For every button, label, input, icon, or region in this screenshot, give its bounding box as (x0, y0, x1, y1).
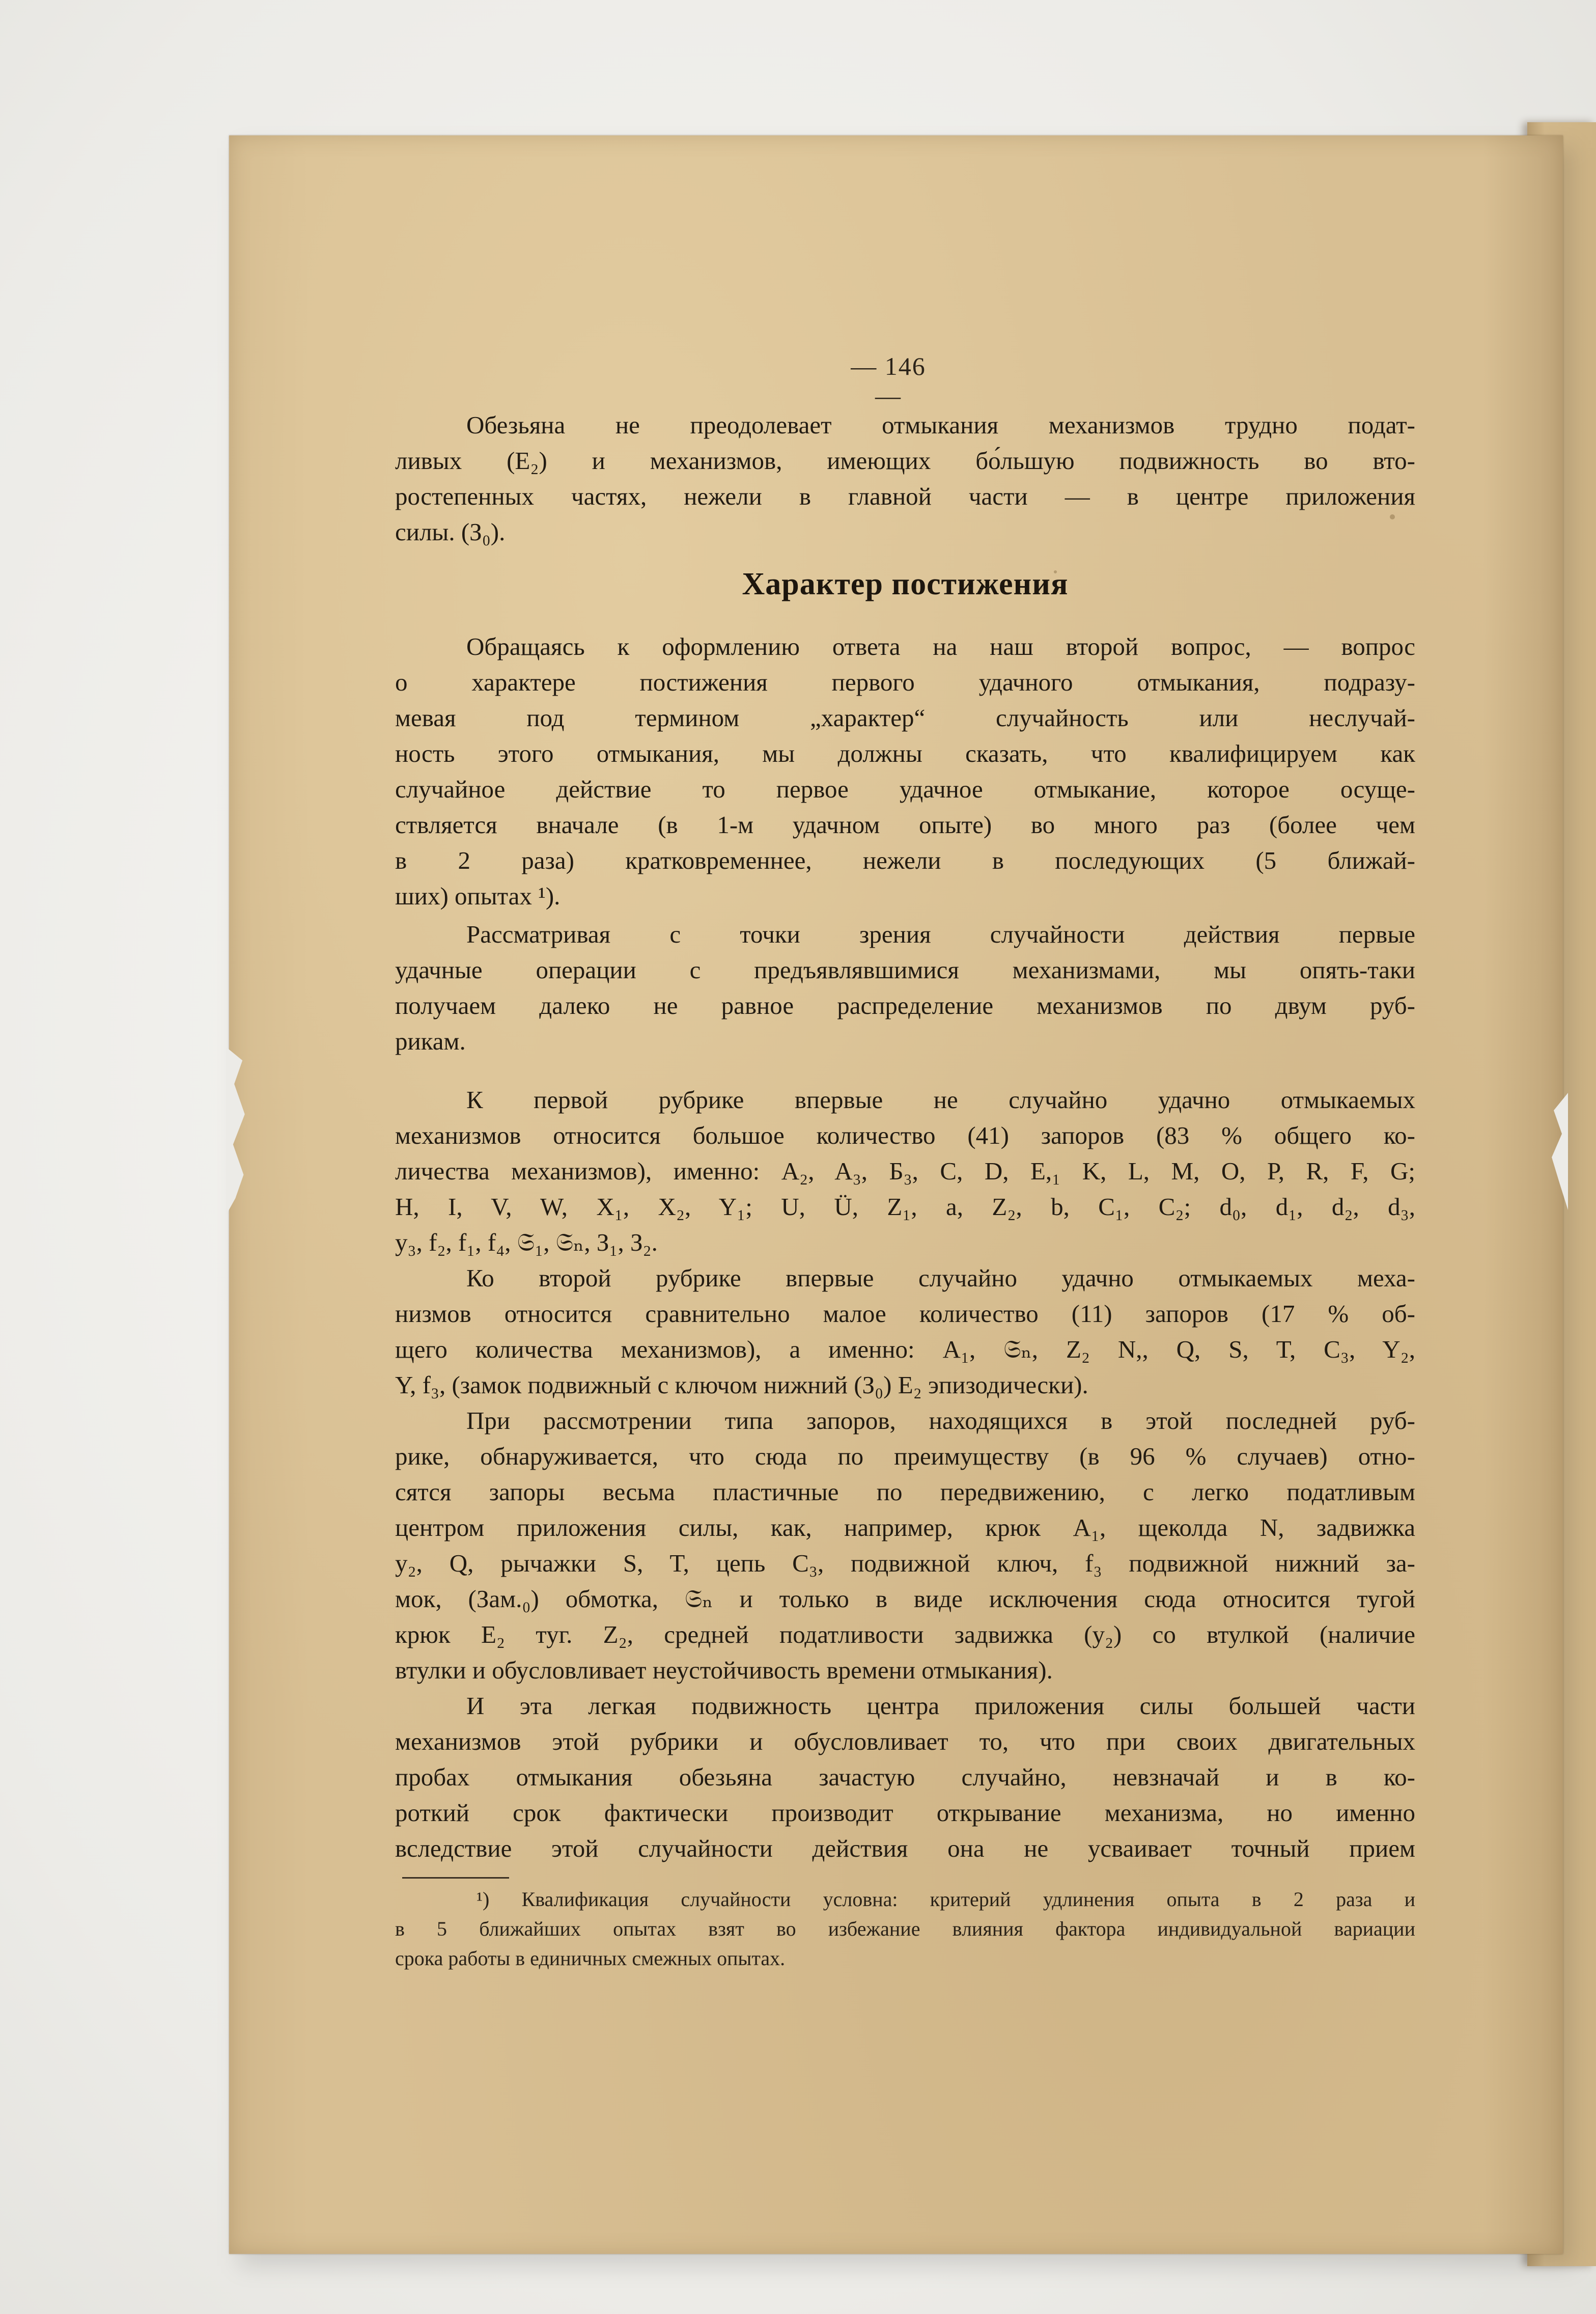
body-line: личества механизмов), именно: A₂, A₃, Б₃, C, D, E,₁ K, L, M, O, P, R, F, G; (395, 1157, 1415, 1185)
body-line: рике, обнаруживается, что сюда по преимуществу (в 96 % случаев) отно- (395, 1442, 1415, 1470)
body-line: H, I, V, W, X₁, X₂, Y₁; U, Ü, Z₁, a, Z₂, b, C₁, C₂; d₀, d₁, d₂, d₃, (395, 1193, 1415, 1221)
body-line: удачные операции с предъявлявшимися механизмами, мы опять-таки (395, 956, 1415, 984)
footnote-line: срока работы в единичных смежных опытах. (395, 1947, 786, 1970)
body-line: ростепенных частях, нежели в главной части — в центре приложения (395, 482, 1415, 510)
body-line: ность этого отмыкания, мы должны сказать, что квалифицируем как (395, 739, 1415, 767)
body-line: мевая под термином „характер“ случайность или неслучай- (395, 704, 1415, 732)
footnote-line: в 5 ближайших опытах взят во избежание влияния фактора индивидуальной вариации (395, 1917, 1415, 1940)
body-line: центром приложения силы, как, например, крюк A₁, щеколда N, задвижка (395, 1513, 1415, 1541)
body-line: щего количества механизмов), а именно: A₁, 𝔖ₙ, Z₂ N,, Q, S, T, C₃, Y₂, (395, 1335, 1415, 1363)
body-line: Ко второй рубрике впервые случайно удачно отмыкаемых меха- (466, 1264, 1415, 1292)
body-line: роткий срок фактически производит открывание механизма, но именно (395, 1799, 1415, 1827)
body-line: пробах отмыкания обезьяна зачастую случайно, невзначай и в ко- (395, 1763, 1415, 1791)
body-line: Y, f₃, (замок подвижный с ключом нижний (З₀) E₂ эпизодически). (395, 1371, 1088, 1399)
body-line: ших) опытах ¹). (395, 882, 561, 910)
body-line: И эта легкая подвижность центра приложения силы большей части (466, 1692, 1415, 1720)
body-line: получаем далеко не равное распределение механизмов по двум руб- (395, 991, 1415, 1020)
body-line: механизмов этой рубрики и обусловливает то, что при своих двигательных (395, 1727, 1415, 1755)
body-line: ствляется вначале (в 1-м удачном опыте) во много раз (более чем (395, 811, 1415, 839)
footnote-line: ¹) Квалификация случайности условна: критерий удлинения опыта в 2 раза и (477, 1888, 1415, 1911)
body-line: силы. (З₀). (395, 518, 506, 546)
body-line: о характере постижения первого удачного отмыкания, подразу- (395, 668, 1415, 696)
section-heading: Характер постижения (742, 567, 1069, 601)
body-line: рикам. (395, 1027, 466, 1055)
body-line: крюк E₂ туг. Z₂, средней податливости задвижка (y₂) со втулкой (наличие (395, 1620, 1415, 1648)
body-line: Обращаясь к оформлению ответа на наш второй вопрос, — вопрос (466, 632, 1415, 660)
page-number: — 146 — (851, 352, 926, 410)
body-line: в 2 раза) кратковременнее, нежели в последующих (5 ближай- (395, 846, 1415, 874)
body-line: сятся запоры весьма пластичные по передвижению, с легко податливым (395, 1478, 1415, 1506)
body-line: y₃, f₂, f₁, f₄, 𝔖₁, 𝔖ₙ, З₁, З₂. (395, 1228, 658, 1256)
body-line: К первой рубрике впервые не случайно удачно отмыкаемых (466, 1086, 1415, 1114)
footnote-rule (402, 1877, 509, 1879)
body-line: мок, (Зам.₀) обмотка, 𝔖ₙ и только в виде исключения сюда относится тугой (395, 1585, 1415, 1613)
body-line: случайное действие то первое удачное отмыкание, которое осуще- (395, 775, 1415, 803)
body-line: ливых (E₂) и механизмов, имеющих бо́льшую подвижность во вто- (395, 447, 1415, 475)
body-line: y₂, Q, рычажки S, T, цепь C₃, подвижной ключ, f₃ подвижной нижний за- (395, 1549, 1415, 1577)
body-line: втулки и обусловливает неустойчивость времени отмыкания). (395, 1656, 1053, 1684)
body-line: Рассматривая с точки зрения случайности действия первые (466, 920, 1415, 948)
body-line: низмов относится сравнительно малое количество (11) запоров (17 % об- (395, 1300, 1415, 1328)
body-line: При рассмотрении типа запоров, находящихся в этой последней руб- (466, 1407, 1415, 1435)
body-line: вследствие этой случайности действия она не усваивает точный прием (395, 1834, 1415, 1862)
body-line: механизмов относится большое количество (41) запоров (83 % общего ко- (395, 1121, 1415, 1149)
body-line: Обезьяна не преодолевает отмыкания механизмов трудно подат- (466, 411, 1415, 439)
